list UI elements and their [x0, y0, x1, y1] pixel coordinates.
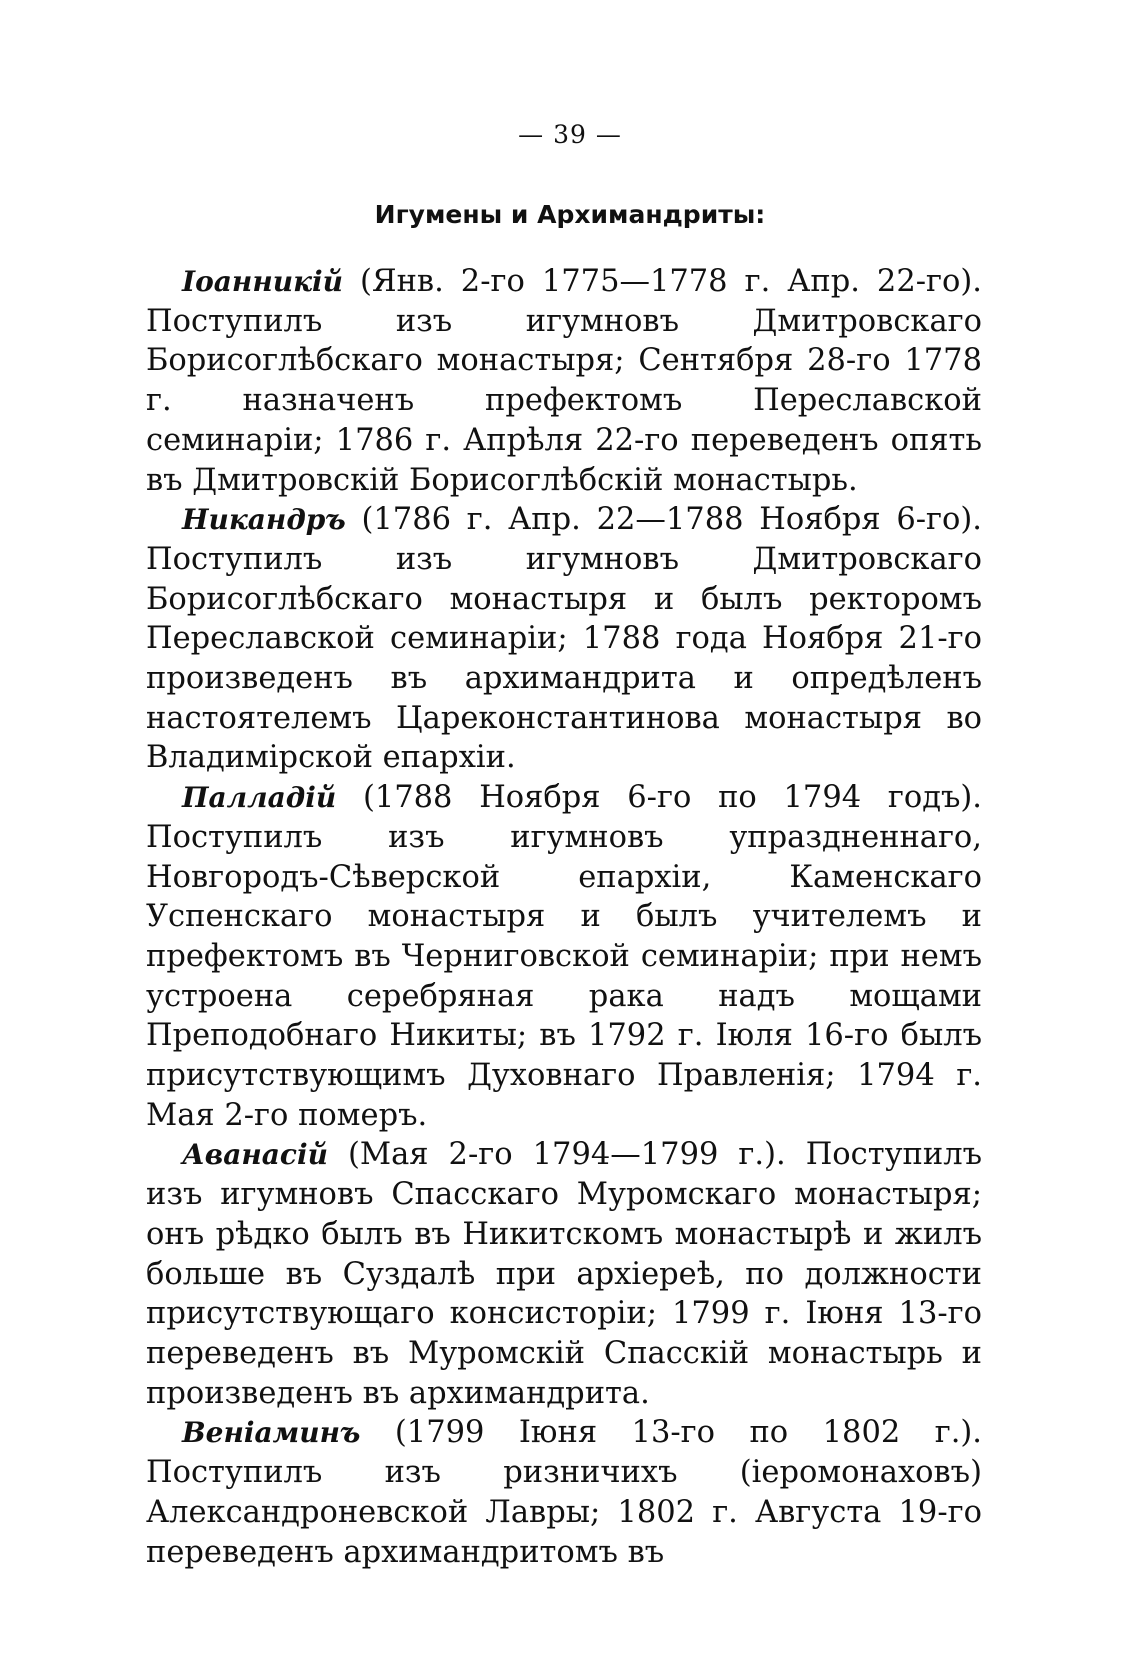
entry-paragraph [146, 262, 982, 500]
entry-paragraph [146, 778, 982, 1135]
section-heading: Игумены и Архимандриты: [374, 200, 766, 229]
entry-name: Палладій [182, 781, 337, 815]
entry-paragraph [146, 1135, 982, 1413]
entry-text: (1788 Ноября 6-го по 1794 годъ). Поступилъ изъ игумновъ упраздненнаго, Новгородъ-Сѣверской епархіи, Каменскаго Успенскаго монастыря и былъ учителемъ и префектомъ въ Черниговской семинаріи; при немъ устроена серебряная рака надъ мощами Преподобнаго Никиты; въ 1792 г. Іюля 16-го былъ присутствующимъ Духовнаго Правленія; 1794 г. Мая 2-го померъ. [146, 780, 982, 1133]
entry-paragraph [146, 500, 982, 778]
page-number: — 39 — [518, 120, 622, 149]
entry-text: (1786 г. Апр. 22—1788 Ноября 6-го). Поступилъ изъ игумновъ Дмитровскаго Борисоглѣбскаго монастыря и былъ ректоромъ Переславской семинаріи; 1788 года Ноября 21-го произведенъ въ архимандрита и опредѣленъ настоятелемъ Цареконстантинова монастыря во Владимірской епархіи. [146, 502, 982, 776]
entry-name: Іоанникій [182, 265, 344, 298]
entry-paragraph [146, 1413, 982, 1572]
entry-text: (Мая 2-го 1794—1799 г.). Поступилъ изъ игумновъ Спасскаго Муромскаго монастыря; онъ рѣдко былъ въ Никитскомъ монастырѣ и жилъ больше въ Суздалѣ при архіереѣ, по должности присутствующаго консисторіи; 1799 г. Іюня 13-го переведенъ въ Муромскій Спасскій монастырь и произведенъ въ архимандрита. [146, 1137, 982, 1411]
entry-name: Никандръ [182, 503, 346, 537]
entry-text: (Янв. 2-го 1775—1778 г. Апр. 22-го). Поступилъ изъ игумновъ Дмитровскаго Борисоглѣбскаго монастыря; Сентября 28-го 1778 г. назначенъ префектомъ Переславской семинаріи; 1786 г. Апрѣля 22-го переведенъ опять въ Дмитровскій Борисоглѣбскій монастырь. [146, 264, 982, 498]
entry-text: (1799 Іюня 13-го по 1802 г.). Поступилъ изъ ризничихъ (іеромонаховъ) Александроневской Лавры; 1802 г. Августа 19-го переведенъ архимандритомъ въ [146, 1415, 982, 1570]
entry-name: Аванасій [182, 1138, 328, 1172]
text-block [146, 262, 982, 1572]
entry-name: Веніаминъ [182, 1416, 361, 1450]
